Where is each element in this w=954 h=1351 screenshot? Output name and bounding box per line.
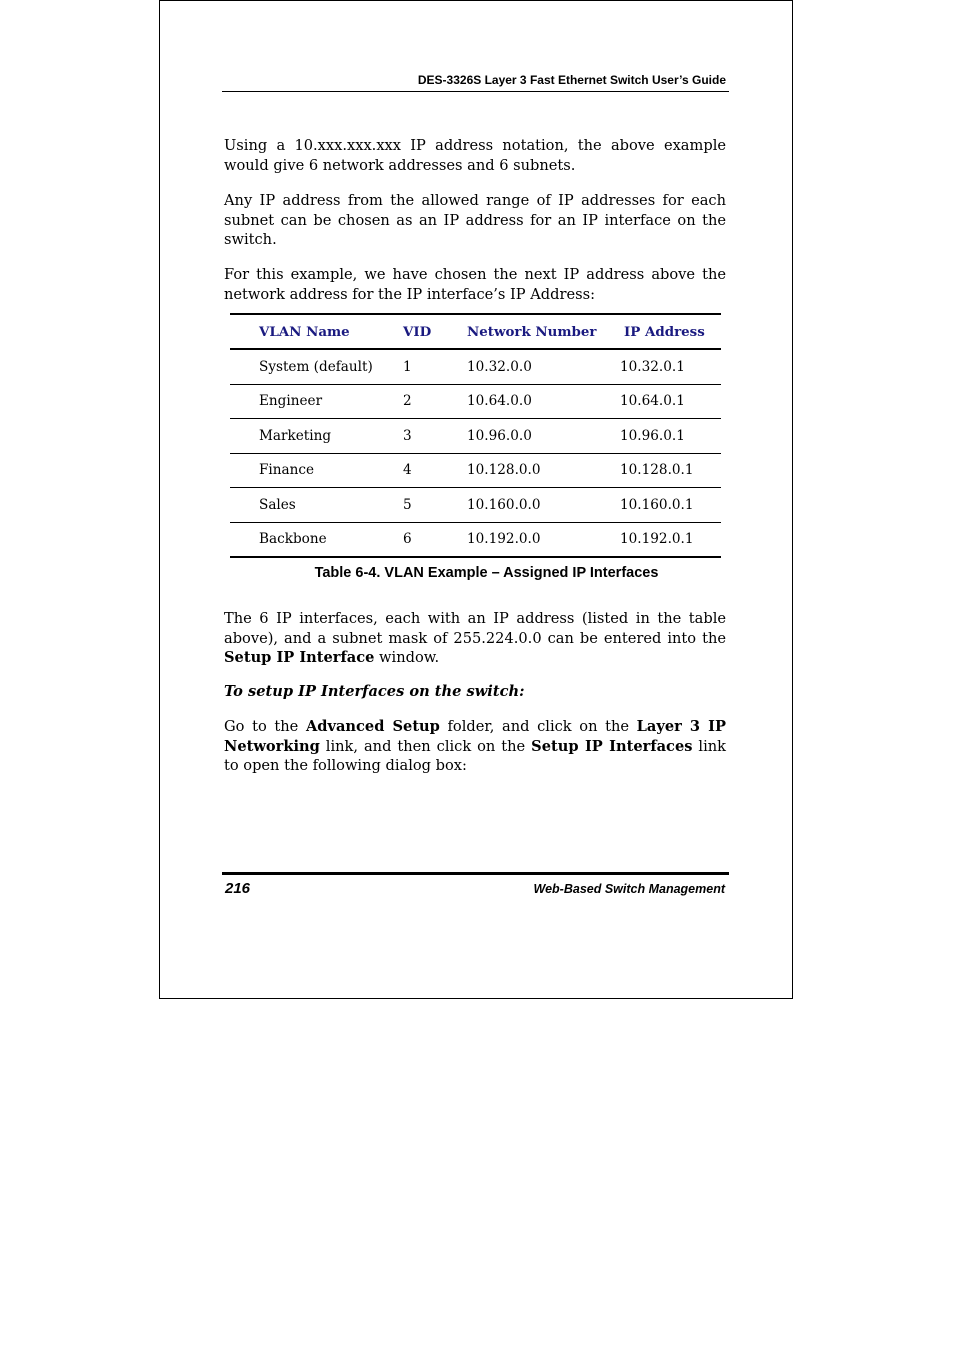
header-rule — [222, 91, 729, 92]
cell-vid: 6 — [403, 522, 467, 557]
page-number: 216 — [225, 880, 251, 897]
paragraph-6-text-1: Go to the — [224, 718, 306, 735]
header-ip-address: IP Address — [624, 323, 705, 340]
table-row — [230, 349, 721, 384]
footer-title: Web-Based Switch Management — [533, 882, 725, 896]
procedure-heading: To setup IP Interfaces on the switch: — [224, 683, 525, 700]
header-vlan-name: VLAN Name — [259, 323, 350, 340]
paragraph-1: Using a 10.xxx.xxx.xxx IP address notation, the above example would give 6 network addresses and 6 subnets. — [224, 137, 726, 174]
cell-ip-address: 10.32.0.1 — [620, 349, 721, 384]
cell-ip-address: 10.128.0.1 — [620, 453, 721, 488]
paragraph-4 — [224, 609, 726, 668]
table-row — [230, 488, 721, 523]
cell-network-number: 10.128.0.0 — [467, 453, 620, 488]
footer-rule — [222, 872, 729, 875]
cell-network-number: 10.160.0.0 — [467, 488, 620, 523]
cell-ip-address: 10.96.0.1 — [620, 419, 721, 454]
table-row — [230, 419, 721, 454]
table-row — [230, 522, 721, 557]
paragraph-6 — [224, 717, 726, 776]
paragraph-4-text-end: window. — [374, 649, 440, 666]
cell-vid: 3 — [403, 419, 467, 454]
vlan-table — [230, 313, 721, 558]
cell-ip-address: 10.64.0.1 — [620, 384, 721, 419]
advanced-setup-term: Advanced Setup — [305, 718, 440, 735]
cell-vlan-name: Sales — [230, 488, 403, 523]
cell-ip-address: 10.160.0.1 — [620, 488, 721, 523]
setup-ip-interfaces-term: Setup IP Interfaces — [531, 737, 693, 755]
header-vid: VID — [403, 323, 432, 340]
cell-network-number: 10.64.0.0 — [467, 384, 620, 419]
running-header: DES-3326S Layer 3 Fast Ethernet Switch User’s Guide — [417, 73, 726, 87]
cell-vlan-name: Finance — [230, 453, 403, 488]
cell-vlan-name: Backbone — [230, 522, 403, 557]
cell-vlan-name: Marketing — [230, 419, 403, 454]
header-network-number: Network Number — [467, 323, 597, 340]
cell-network-number: 10.96.0.0 — [467, 419, 620, 454]
cell-vid: 2 — [403, 384, 467, 419]
paragraph-3: For this example, we have chosen the next IP address above the network address for the IP interface’s IP Address: — [224, 266, 726, 303]
cell-network-number: 10.32.0.0 — [467, 349, 620, 384]
table-caption: Table 6-4. VLAN Example – Assigned IP Interfaces — [314, 565, 659, 581]
paragraph-6-text-4: link to open the following dialog box: — [224, 737, 726, 774]
cell-network-number: 10.192.0.0 — [467, 522, 620, 557]
cell-vid: 5 — [403, 488, 467, 523]
setup-ip-interface-term: Setup IP Interface — [224, 649, 375, 666]
paragraph-6-text-2: folder, and click on the — [439, 718, 637, 735]
cell-vid: 1 — [403, 349, 467, 384]
cell-ip-address: 10.192.0.1 — [620, 522, 721, 557]
table-row — [230, 453, 721, 488]
layer3-ip-networking-term: Layer 3 IP Networking — [224, 718, 726, 755]
paragraph-6-text-3: link, and then click on the — [319, 737, 532, 755]
table-row — [230, 384, 721, 419]
paragraph-4-text: The 6 IP interfaces, each with an IP address (listed in the table above), and a subnet mask of 255.224.0.0 can be entered into the — [224, 610, 726, 647]
cell-vlan-name: Engineer — [230, 384, 403, 419]
cell-vid: 4 — [403, 453, 467, 488]
table-header-row — [230, 314, 721, 349]
cell-vlan-name: System (default) — [230, 349, 403, 384]
paragraph-2: Any IP address from the allowed range of IP addresses for each subnet can be chosen as an IP address for an IP interface on the switch. — [224, 192, 726, 248]
